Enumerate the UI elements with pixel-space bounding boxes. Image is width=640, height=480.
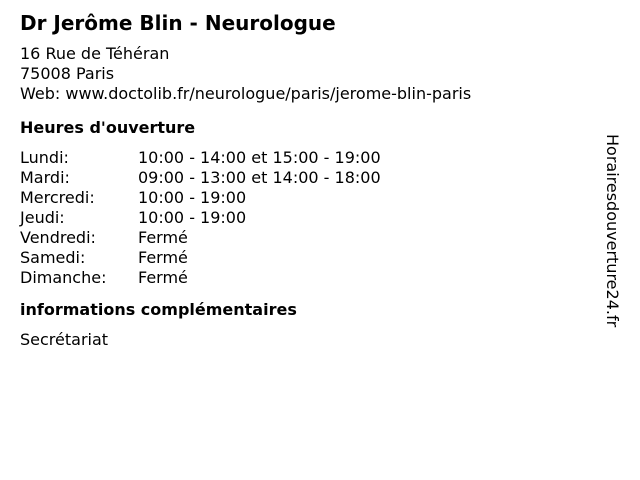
address-street: 16 Rue de Téhéran <box>20 44 170 63</box>
day-hours: 10:00 - 19:00 <box>138 188 247 207</box>
day-label: Mercredi: <box>20 188 95 207</box>
day-hours: 10:00 - 14:00 et 15:00 - 19:00 <box>138 148 381 167</box>
listing-card <box>20 10 600 350</box>
page-title: Dr Jerôme Blin - Neurologue <box>20 11 336 35</box>
hours-heading: Heures d'ouverture <box>20 118 196 137</box>
day-hours: 09:00 - 13:00 et 14:00 - 18:00 <box>138 168 381 187</box>
hours-row-thursday <box>20 208 600 228</box>
day-hours: 10:00 - 19:00 <box>138 208 247 227</box>
day-label: Dimanche: <box>20 268 107 287</box>
day-label: Vendredi: <box>20 228 96 247</box>
watermark: Horairesdouverture24.fr <box>603 134 622 328</box>
address-city: 75008 Paris <box>20 64 115 83</box>
day-label: Mardi: <box>20 168 70 187</box>
hours-row-sunday <box>20 268 600 288</box>
day-hours: Fermé <box>138 248 188 267</box>
hours-row-wednesday <box>20 188 600 208</box>
info-text: Secrétariat <box>20 330 109 349</box>
day-label: Lundi: <box>20 148 69 167</box>
day-label: Samedi: <box>20 248 86 267</box>
website-line: Web: www.doctolib.fr/neurologue/paris/jerome-blin-paris <box>20 84 472 103</box>
hours-row-saturday <box>20 248 600 268</box>
day-label: Jeudi: <box>20 208 65 227</box>
hours-row-friday <box>20 228 600 248</box>
hours-row-monday <box>20 148 600 168</box>
hours-table <box>20 148 600 288</box>
day-hours: Fermé <box>138 228 188 247</box>
hours-row-tuesday <box>20 168 600 188</box>
info-heading: informations complémentaires <box>20 300 297 319</box>
address-block <box>20 44 600 104</box>
day-hours: Fermé <box>138 268 188 287</box>
